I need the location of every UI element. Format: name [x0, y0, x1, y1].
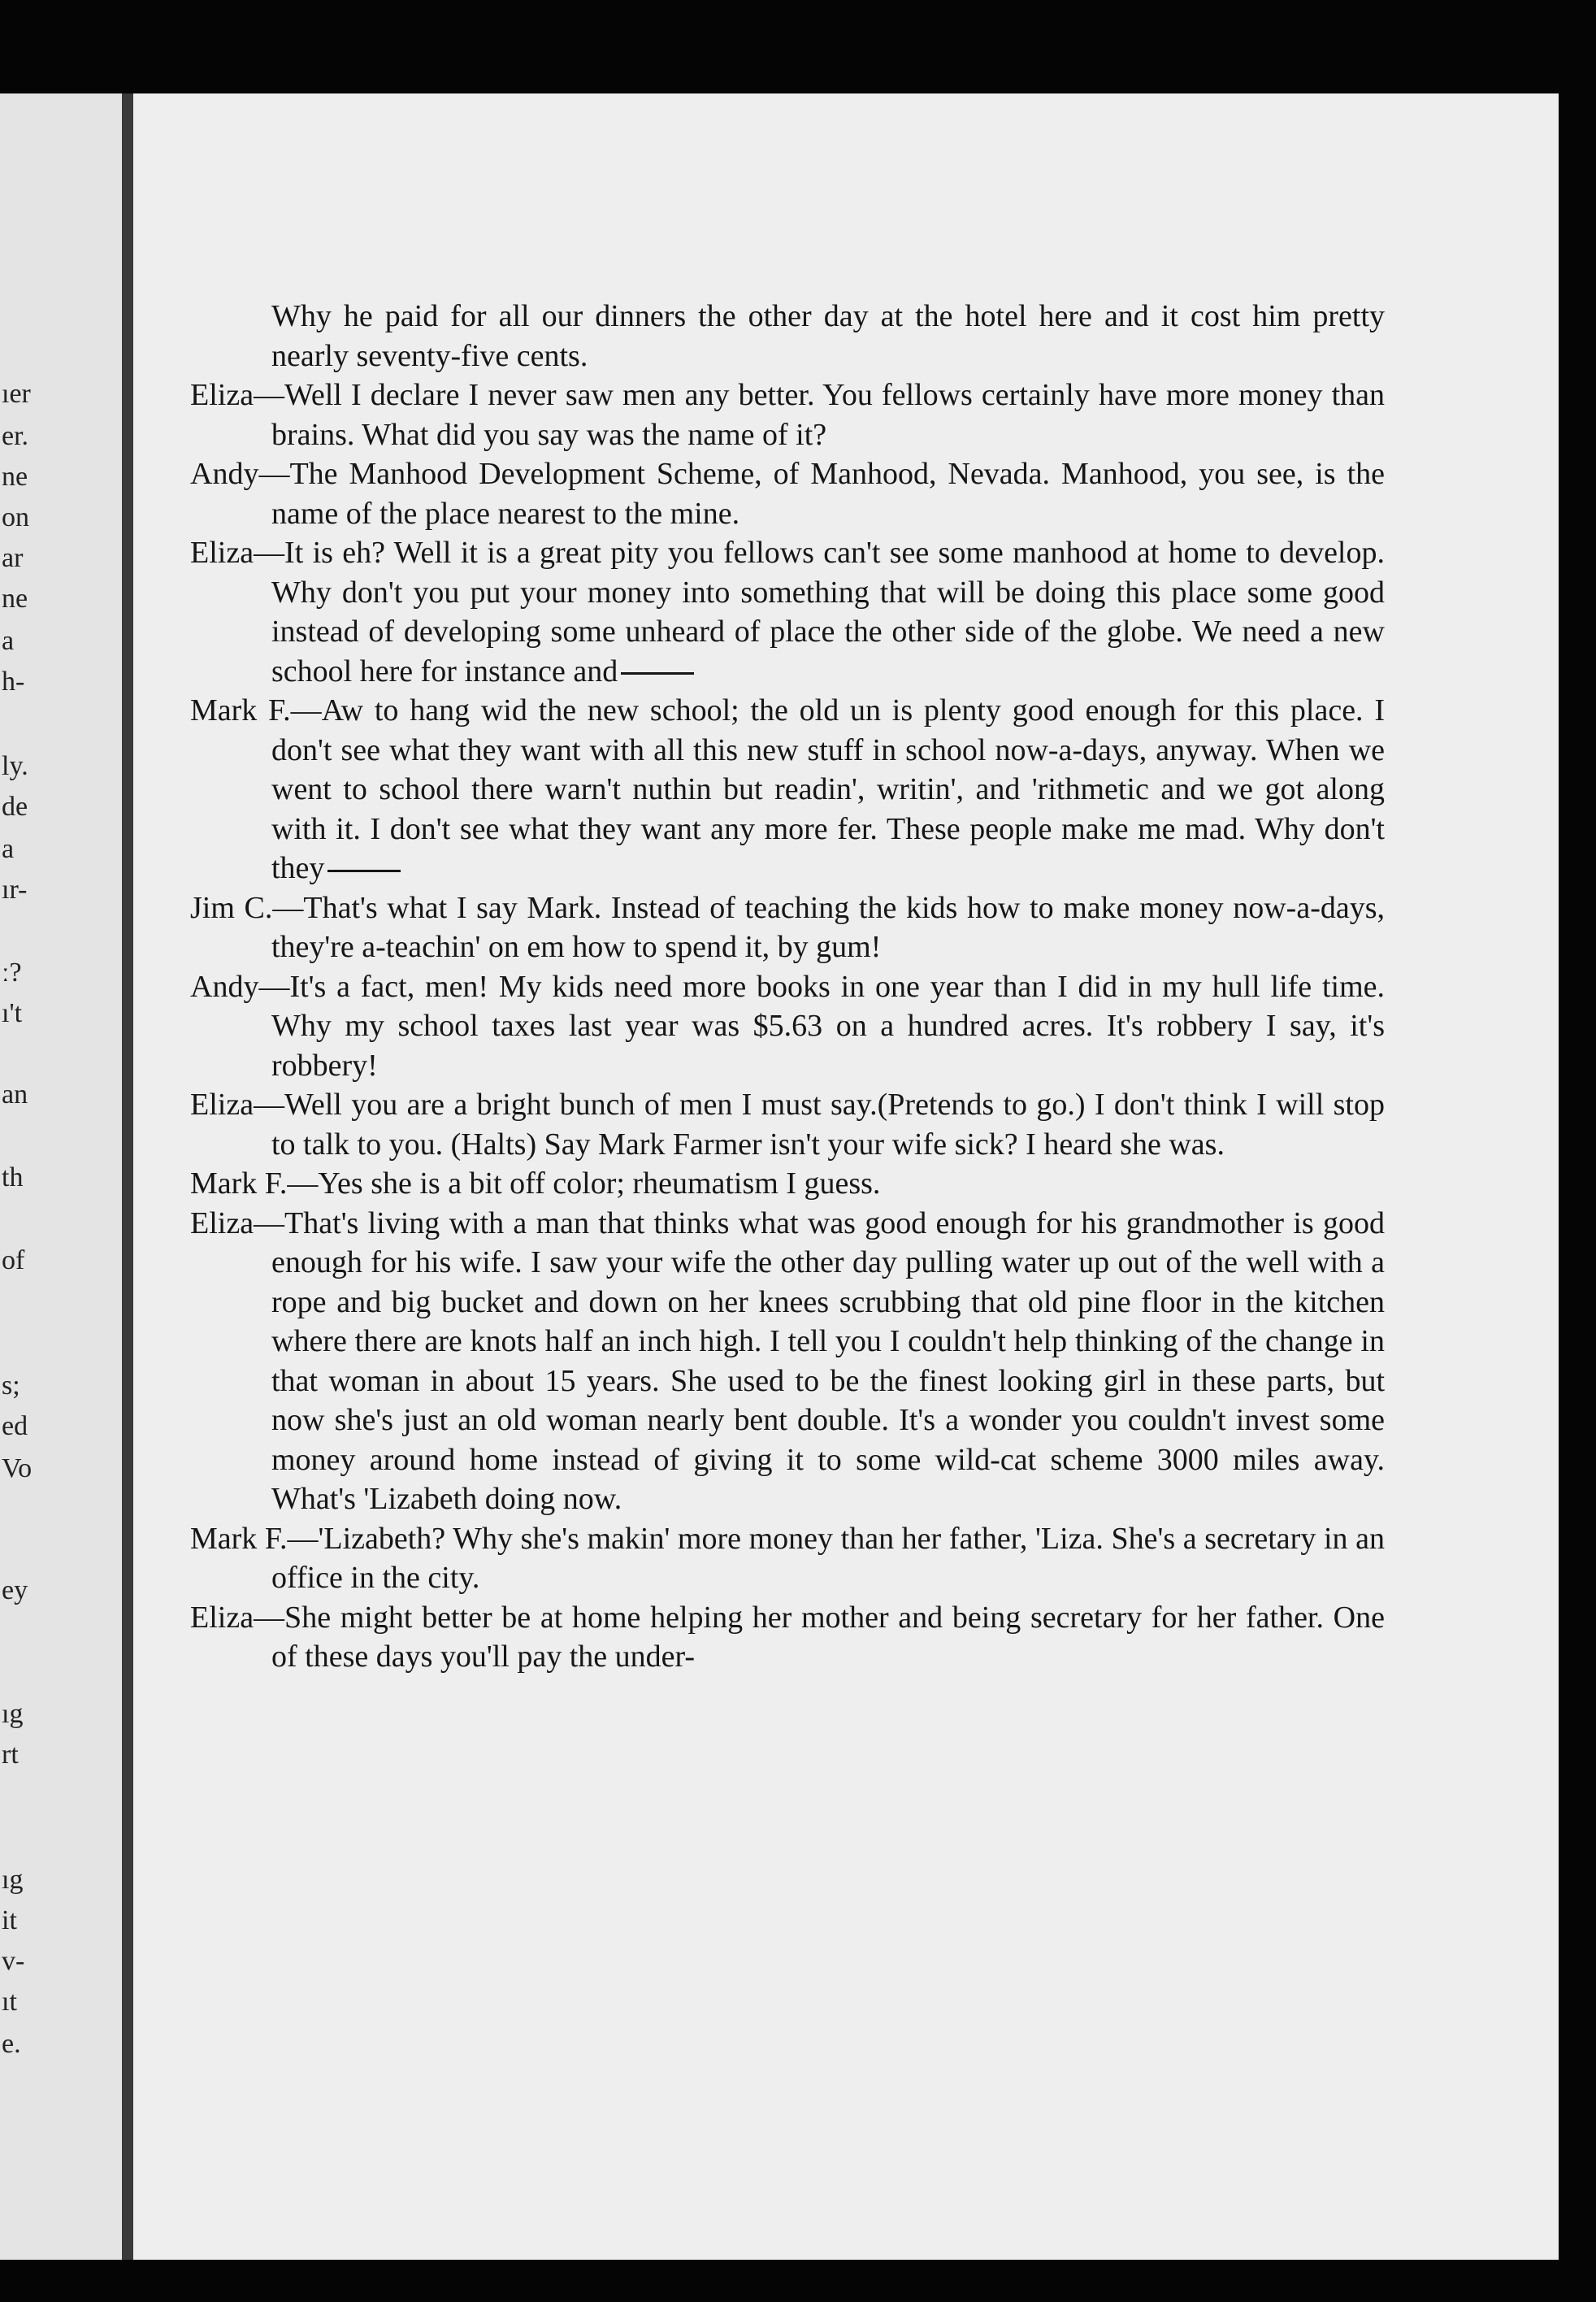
left-page-fragment: v-	[2, 1946, 25, 1976]
left-page-fragment: ed	[2, 1411, 28, 1441]
left-page-fragment: rt	[2, 1740, 19, 1770]
left-page-fragment: s;	[2, 1370, 20, 1401]
paragraph-text: Eliza—It is eh? Well it is a great pity you fellows can't see some manhood at home to develop. Why don't you put your money into something that will be doing this place some good instead of developing some unheard of place the other side of the globe. We need a new school here for instance and	[190, 536, 1385, 688]
speech-paragraph	[190, 1204, 1385, 1519]
left-page-fragment: th	[2, 1162, 24, 1192]
left-page-fragment: ne	[2, 462, 28, 492]
paragraph-text: Eliza—That's living with a man that thinks what was good enough for his grandmother is good enough for his wife. I saw your wife the other day pulling water up out of the well with a rope and big bucket and down on her knees scrubbing that old pine floor in the kitchen where there are knots half an inch high. I tell you I couldn't help thinking of the change in that woman in about 15 years. She used to be the finest looking girl in these parts, but now she's just an old woman nearly bent double. It's a wonder you couldn't invest some money around home instead of giving it to some wild-cat scheme 3000 miles away. What's 'Lizabeth doing now.	[190, 1205, 1385, 1516]
left-page-fragment: er.	[2, 421, 29, 451]
left-page-fragment: ar	[2, 543, 24, 573]
page-text	[190, 297, 1385, 1677]
paragraph-text: Eliza—She might better be at home helping her mother and being secretary for her father. One of these days you'll pay the under-	[190, 1600, 1385, 1674]
paragraph-text: Eliza—Well you are a bright bunch of men I must say.(Pretends to go.) I don't think I will stop to talk to you. (Halts) Say Mark Farmer isn't your wife sick? I heard she was.	[190, 1088, 1385, 1162]
left-page-fragment: on	[2, 502, 29, 532]
left-page-fragment: Vo	[2, 1453, 33, 1483]
left-page-edge	[0, 93, 133, 2260]
left-page-fragment: ı't	[2, 998, 23, 1028]
left-page-fragment: h-	[2, 667, 25, 697]
left-page-fragment: a	[2, 834, 15, 864]
speech-paragraph	[190, 1085, 1385, 1164]
left-page-fragment: ne	[2, 584, 28, 614]
paragraph-text: Andy—It's a fact, men! My kids need more books in one year than I did in my hull life time. Why my school taxes last year was $5.63 on a hundred acres. It's robbery I say, it's robbery!	[190, 969, 1385, 1083]
speech-paragraph	[190, 533, 1385, 691]
left-page-fragment: of	[2, 1245, 25, 1275]
speech-paragraph	[190, 454, 1385, 533]
paragraph-text: Eliza—Well I declare I never saw men any better. You fellows certainly have more money than brains. What did you say was the name of it?	[190, 378, 1385, 452]
left-page-fragment: e.	[2, 2029, 21, 2059]
left-page-fragment: ır-	[2, 875, 28, 905]
left-page-fragment: de	[2, 792, 28, 822]
speech-paragraph	[190, 967, 1385, 1086]
left-page-fragment: it	[2, 1905, 17, 1935]
paragraph-text: Andy—The Manhood Development Scheme, of Manhood, Nevada. Manhood, you see, is the name of the place nearest to the mine.	[190, 457, 1385, 531]
interruption-dash	[327, 870, 401, 872]
paragraph-text: Mark F.—'Lizabeth? Why she's makin' more money than her father, 'Liza. She's a secretary in an office in the city.	[190, 1521, 1385, 1595]
left-page-fragment: ıt	[2, 1987, 17, 2017]
left-page-fragment: an	[2, 1079, 28, 1110]
left-page-fragment: ıer	[2, 379, 31, 409]
paragraph-text: Mark F.—Aw to hang wid the new school; the old un is plenty good enough for this place. I don't see what they want with all this new stuff in school now-a-days, anyway. When we went to school there warn't nuthin but readin', writin', and 'rithmetic and we got along with it. I don't see what they want any more fer. These people make me mad. Why don't they	[190, 693, 1385, 885]
left-page-fragment: ly.	[2, 751, 28, 781]
left-page-fragment: ey	[2, 1575, 28, 1605]
speech-paragraph	[190, 376, 1385, 454]
left-page-fragment: a	[2, 626, 15, 656]
left-page-fragment: ıg	[2, 1699, 24, 1729]
speech-paragraph	[190, 1519, 1385, 1598]
speech-paragraph	[190, 691, 1385, 888]
paragraph-text: Jim C.—That's what I say Mark. Instead of teaching the kids how to make money now-a-days, they're a-teachin' on em how to spend it, by gum!	[190, 890, 1385, 964]
speech-paragraph	[190, 888, 1385, 967]
left-page-fragment: ː?	[2, 958, 22, 988]
paragraph-text: Why he paid for all our dinners the other day at the hotel here and it cost him pretty nearly seventy-five cents.	[271, 299, 1385, 373]
paragraph-text: Mark F.—Yes she is a bit off color; rheumatism I guess.	[190, 1166, 881, 1201]
interruption-dash	[621, 672, 694, 675]
continued-line	[190, 297, 1385, 376]
book-page	[122, 93, 1559, 2260]
speech-paragraph	[190, 1598, 1385, 1677]
left-page-fragment: ıg	[2, 1865, 24, 1895]
speech-paragraph	[190, 1164, 1385, 1204]
